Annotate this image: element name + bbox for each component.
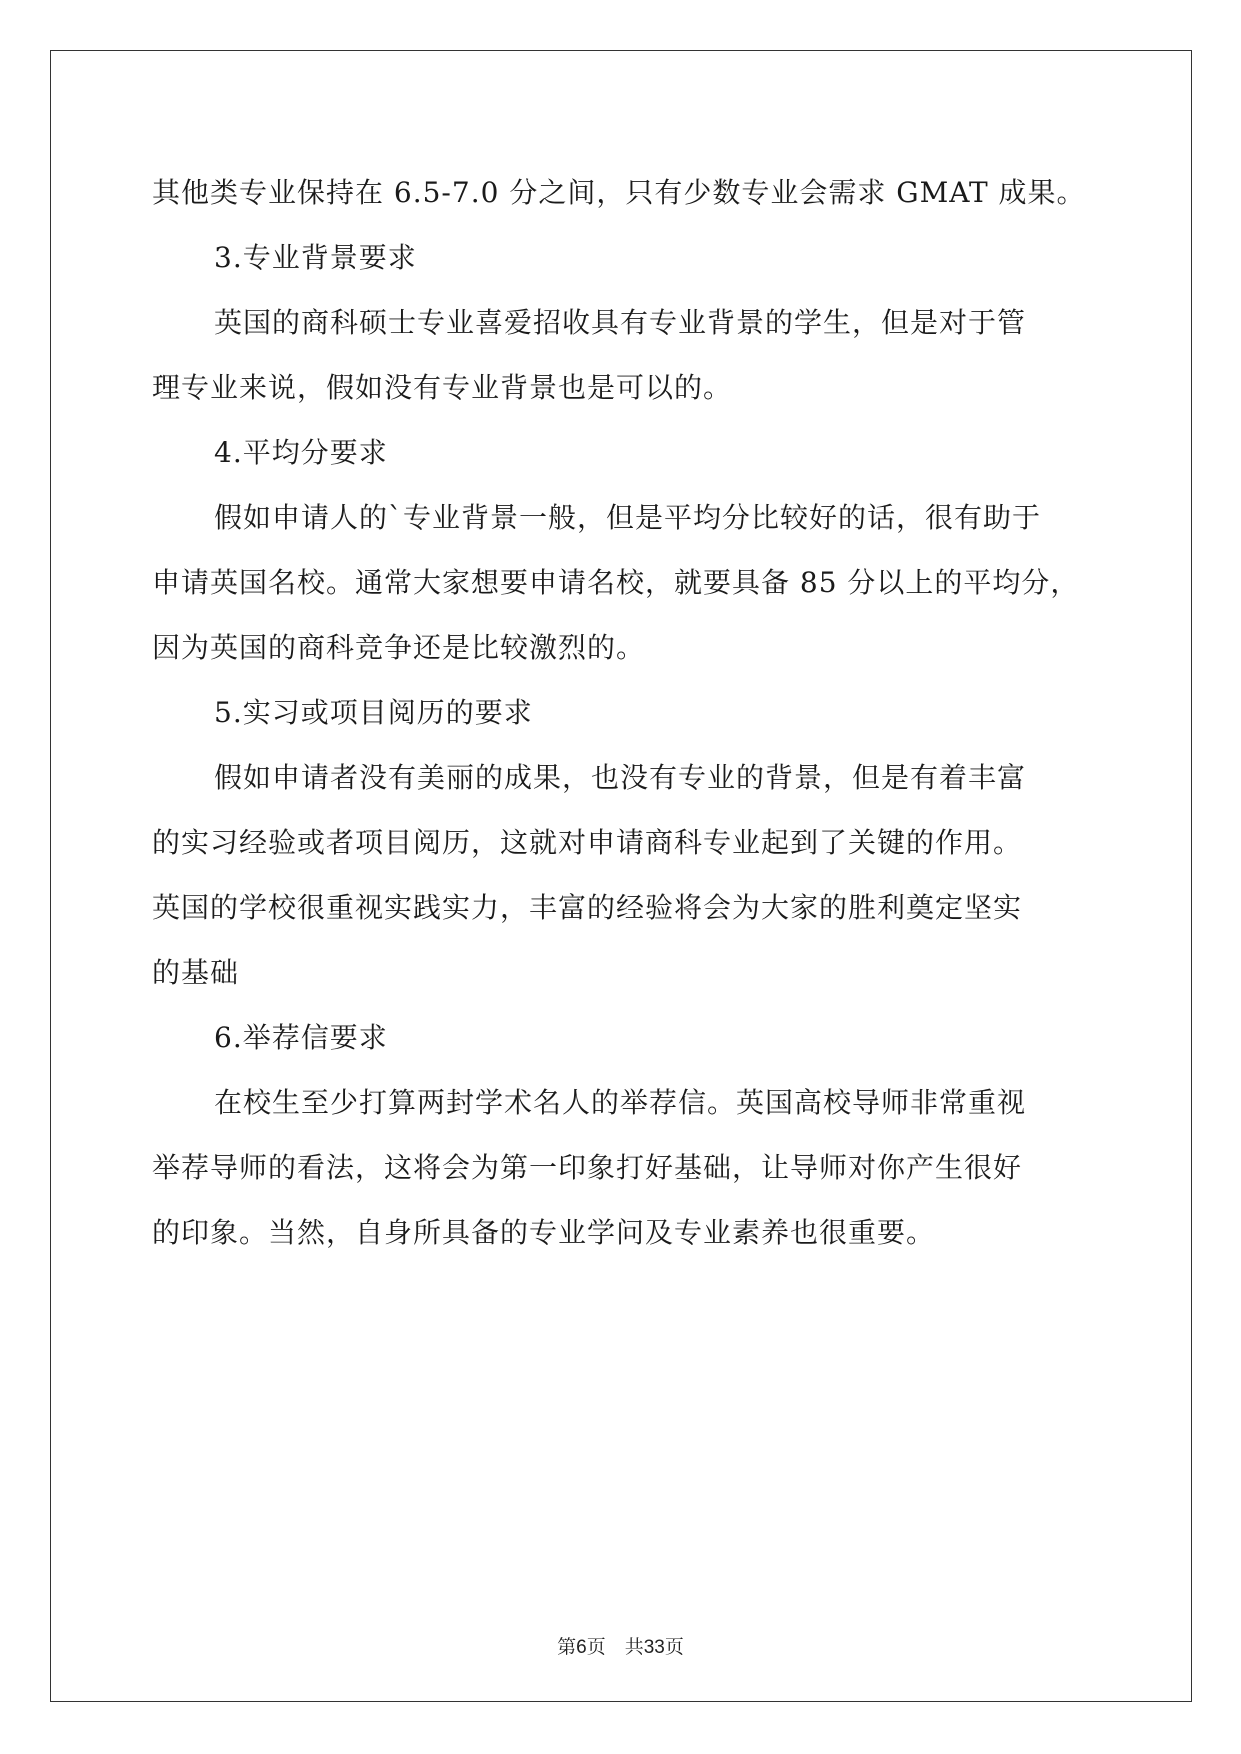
paragraph-line: 假如申请人的`专业背景一般，但是平均分比较好的话，很有助于 [214, 501, 1042, 534]
paragraph-line: 申请英国名校。通常大家想要申请名校，就要具备 85 分以上的平均分， [152, 566, 1080, 599]
paragraph-line: 的实习经验或者项目阅历，这就对申请商科专业起到了关键的作用。 [152, 826, 1023, 859]
current-page-number: 6 [576, 1637, 587, 1658]
paragraph-line: 的基础 [152, 956, 240, 989]
section-heading: 4.平均分要求 [214, 436, 388, 469]
section-heading: 6.举荐信要求 [214, 1021, 388, 1054]
total-suffix: 页 [664, 1637, 684, 1658]
paragraph-line: 理专业来说，假如没有专业背景也是可以的。 [152, 371, 733, 404]
paragraph-line: 假如申请者没有美丽的成果，也没有专业的背景，但是有着丰富 [214, 761, 1027, 794]
paragraph-line: 举荐导师的看法，这将会为第一印象打好基础，让导师对你产生很好 [152, 1151, 1023, 1184]
paragraph-line: 其他类专业保持在 6.5-7.0 分之间，只有少数专业会需求 GMAT 成果。 [152, 176, 1086, 209]
total-pages-number: 33 [643, 1637, 665, 1658]
section-heading: 3.专业背景要求 [214, 241, 417, 274]
section-heading: 5.实习或项目阅历的要求 [214, 696, 533, 729]
paragraph-line: 因为英国的商科竞争还是比较激烈的。 [152, 631, 646, 664]
document-body [152, 160, 1092, 1265]
paragraph-line: 的印象。当然，自身所具备的专业学问及专业素养也很重要。 [152, 1216, 936, 1249]
page-footer [0, 1632, 1241, 1659]
page-suffix: 页 [586, 1637, 606, 1658]
paragraph-line: 在校生至少打算两封学术名人的举荐信。英国高校导师非常重视 [214, 1086, 1027, 1119]
paragraph-line: 英国的商科硕士专业喜爱招收具有专业背景的学生，但是对于管 [214, 306, 1027, 339]
paragraph-line: 英国的学校很重视实践实力，丰富的经验将会为大家的胜利奠定坚实 [152, 891, 1023, 924]
page-prefix: 第 [557, 1637, 577, 1658]
total-prefix: 共 [624, 1637, 644, 1658]
